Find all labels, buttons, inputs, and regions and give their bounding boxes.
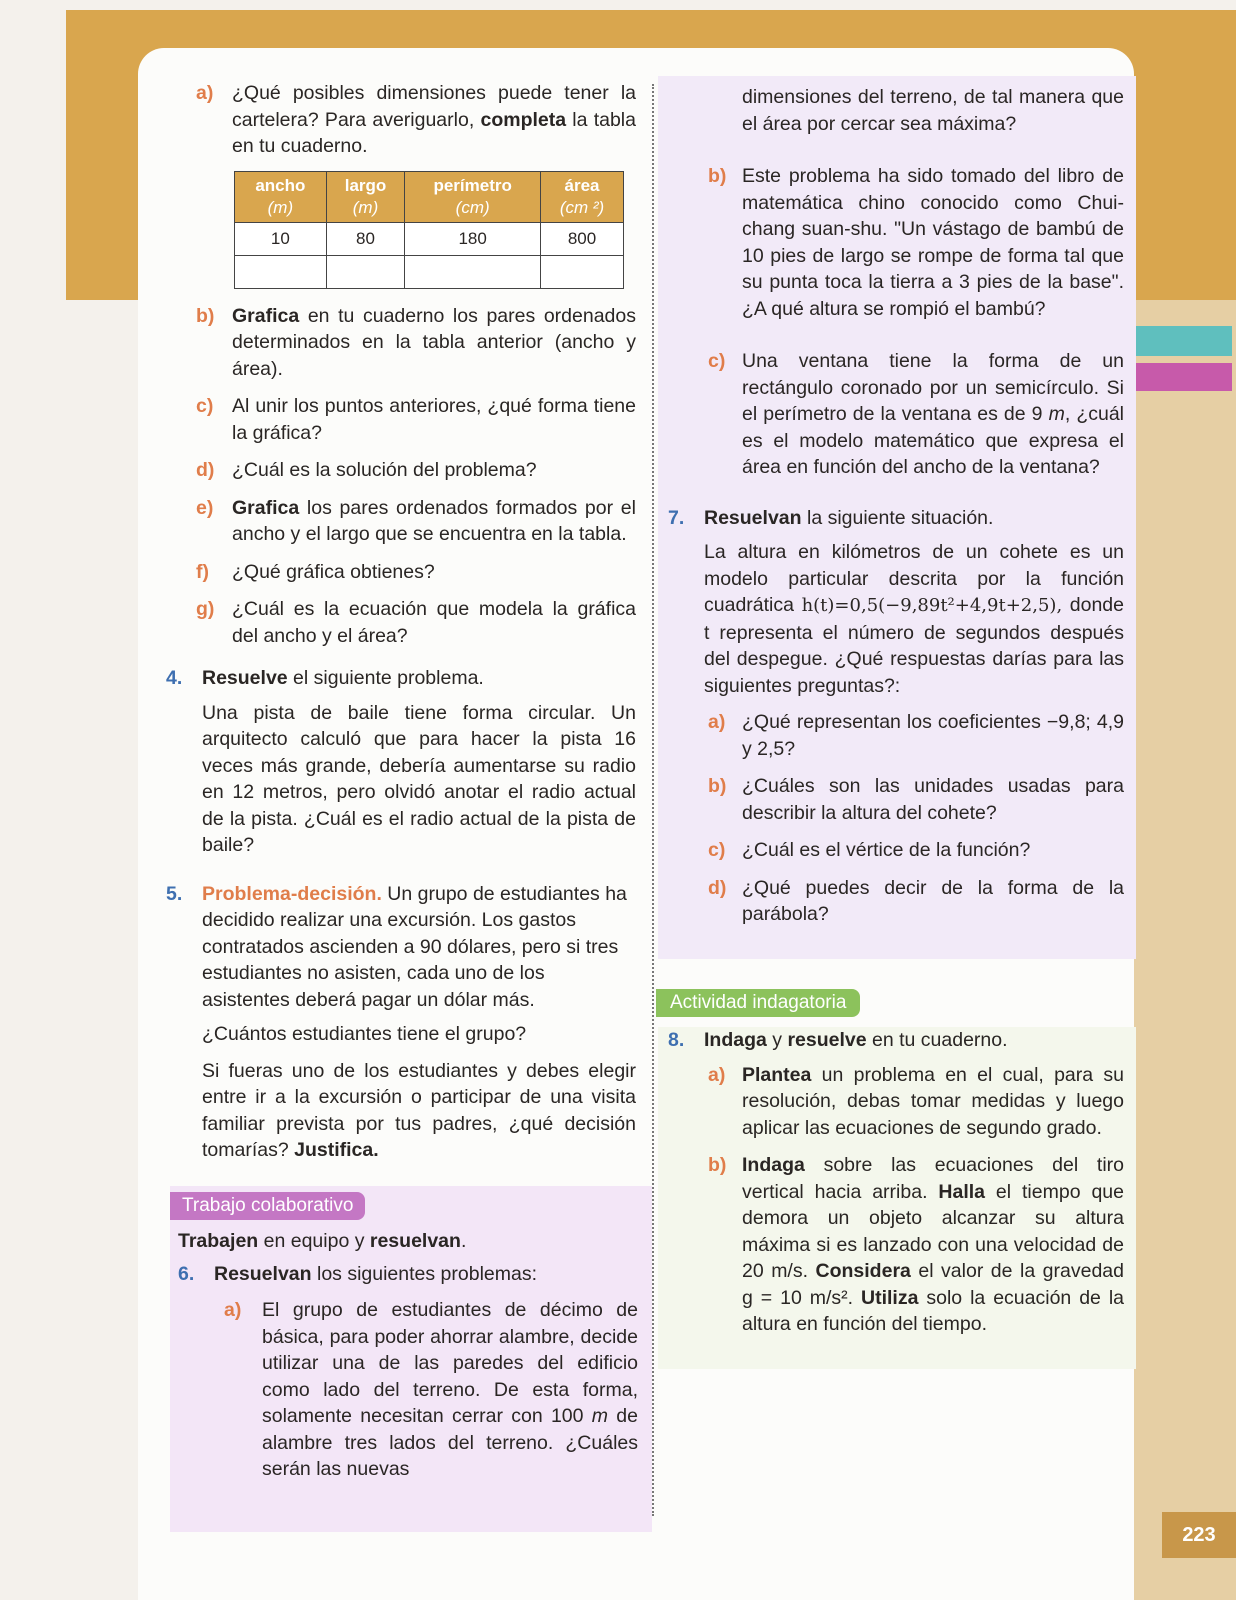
- table-row: [235, 222, 624, 255]
- question-3b: b) Grafica en tu cuaderno los pares ordenados determinados en la tabla anterior (ancho y área).: [196, 304, 636, 380]
- question-6b: b) Este problema ha sido tomado del libro de matemática chino conocido como Chui-chang suan-shu. "Un vástago de bambú de 10 pies de largo se rompe de forma tal que su punta toca la tierra a 3 pies de la base". ¿A qué altura se rompió el bambú?: [708, 165, 1124, 320]
- dimensions-table: [234, 171, 624, 289]
- question-3d: d) ¿Cuál es la solución del problema?: [196, 459, 537, 481]
- section-tab-teal: [1136, 326, 1232, 356]
- table-header: ancho (m): [235, 171, 327, 222]
- table-cell: [326, 255, 405, 288]
- right-margin-band: [1134, 300, 1236, 1600]
- question-6a: a) El grupo de estudiantes de décimo de básica, para poder ahorrar alambre, decide utilizar una de las paredes del edificio como lado del terreno. De esta forma, solamente necesitan cerrar con 100 m de alambre tres lados del terreno. ¿Cuáles serán las nuevas: [224, 1299, 638, 1480]
- question-7b: b) ¿Cuáles son las unidades usadas para describir la altura del cohete?: [708, 775, 1124, 824]
- height-formula: h(t)=0,5(−9,89t²+4,9t+2,5),: [801, 595, 1063, 616]
- question-6a-continued: dimensiones del terreno, de tal manera que el área por cercar sea máxima?: [742, 86, 1124, 135]
- question-5: 5. Problema-decisión. Un grupo de estudiantes ha decidido realizar una excursión. Los gastos contratados ascienden a 90 dólares, pero si tres estudiantes no asisten, cada uno de los asistentes deberá pagar un dólar más.: [166, 882, 627, 1011]
- table-row: [235, 255, 624, 288]
- question-4: 4. Resuelve el siguiente problema.: [166, 667, 484, 689]
- question-6c: c) Una ventana tiene la forma de un rectángulo coronado por un semicírculo. Si el perímetro de la ventana es de 9 m, ¿cuál es el modelo matemático que expresa el área en función del ancho de la ventana?: [708, 350, 1124, 478]
- question-7d: d) ¿Qué puedes decir de la forma de la parábola?: [708, 876, 1124, 925]
- question-5-question: ¿Cuántos estudiantes tiene el grupo?: [202, 1023, 527, 1045]
- table-header: perímetro (cm): [405, 171, 541, 222]
- question-4-text: Una pista de baile tiene forma circular. Un arquitecto calculó que para hacer la pista 16 veces más grande, debería aumentarse su radio en 12 metros, pero olvidó anotar el radio actual de la pista. ¿Cuál es el radio actual de la pista de baile?: [202, 701, 636, 856]
- table-cell: 800: [541, 222, 624, 255]
- table-cell: 80: [326, 222, 405, 255]
- table-header-row: [235, 171, 624, 222]
- table-header: área (cm ²): [541, 171, 624, 222]
- question-3a: a) ¿Qué posibles dimensiones puede tener la cartelera? Para averiguarlo, completa la tabla en tu cuaderno.: [196, 82, 636, 157]
- table-cell: [541, 255, 624, 288]
- section-tab-magenta: [1136, 363, 1232, 391]
- question-3g: g) ¿Cuál es la ecuación que modela la gráfica del ancho y el área?: [196, 598, 636, 647]
- collaborative-intro: Trabajen en equipo y resuelvan.: [178, 1230, 467, 1252]
- question-8b: b) Indaga sobre las ecuaciones del tiro vertical hacia arriba. Halla el tiempo que demora un objeto alcanzar su altura máxima si es lanzado con una velocidad de 20 m/s. Considera el valor de la gravedad g = 10 m/s². Utiliza solo la ecuación de la altura en función del tiempo.: [708, 1154, 1124, 1335]
- collaborative-heading: Trabajo colaborativo: [170, 1192, 365, 1221]
- question-3c: c) Al unir los puntos anteriores, ¿qué forma tiene la gráfica?: [196, 395, 636, 444]
- column-divider: [652, 84, 654, 1516]
- question-7-text: La altura en kilómetros de un cohete es un modelo particular descrita por la función cuadrática h(t)=0,5(−9,89t²+4,9t+2,5), donde t representa el número de segundos después del despegue. ¿Qué respuestas darías para las siguientes preguntas?:: [704, 541, 1124, 697]
- table-cell: 10: [235, 222, 327, 255]
- question-7c: c) ¿Cuál es el vértice de la función?: [708, 839, 1031, 861]
- table-cell: [405, 255, 541, 288]
- collaborative-work-box-continued: [658, 76, 1136, 959]
- table-cell: [235, 255, 327, 288]
- left-column: [166, 80, 636, 1532]
- question-7a: a) ¿Qué representan los coeficientes −9,8; 4,9 y 2,5?: [708, 711, 1124, 760]
- collaborative-work-box: [170, 1186, 652, 1532]
- question-6: 6. Resuelvan los siguientes problemas:: [178, 1262, 538, 1285]
- question-3f: f) ¿Qué gráfica obtienes?: [196, 560, 435, 583]
- question-5-decision: Si fueras uno de los estudiantes y debes elegir entre ir a la excursión o participar de una visita familiar prevista por tus padres, ¿qué decisión tomarías? Justifica.: [202, 1059, 636, 1161]
- inquiry-activity-heading: Actividad indagatoria: [656, 989, 860, 1018]
- question-3e: e) Grafica los pares ordenados formados por el ancho y el largo que se encuentra en la tabla.: [196, 496, 636, 545]
- question-8: 8. Indaga y resuelve en tu cuaderno.: [668, 1029, 1008, 1051]
- question-8a: a) Plantea un problema en el cual, para su resolución, debas tomar medidas y luego aplicar las ecuaciones de segundo grado.: [708, 1063, 1124, 1139]
- question-7: 7. Resuelvan la siguiente situación.: [668, 506, 994, 529]
- table-header: largo (m): [326, 171, 405, 222]
- inquiry-activity-box: [658, 1027, 1136, 1369]
- table-cell: 180: [405, 222, 541, 255]
- page-number: 223: [1162, 1512, 1236, 1558]
- right-column: [668, 84, 1124, 1369]
